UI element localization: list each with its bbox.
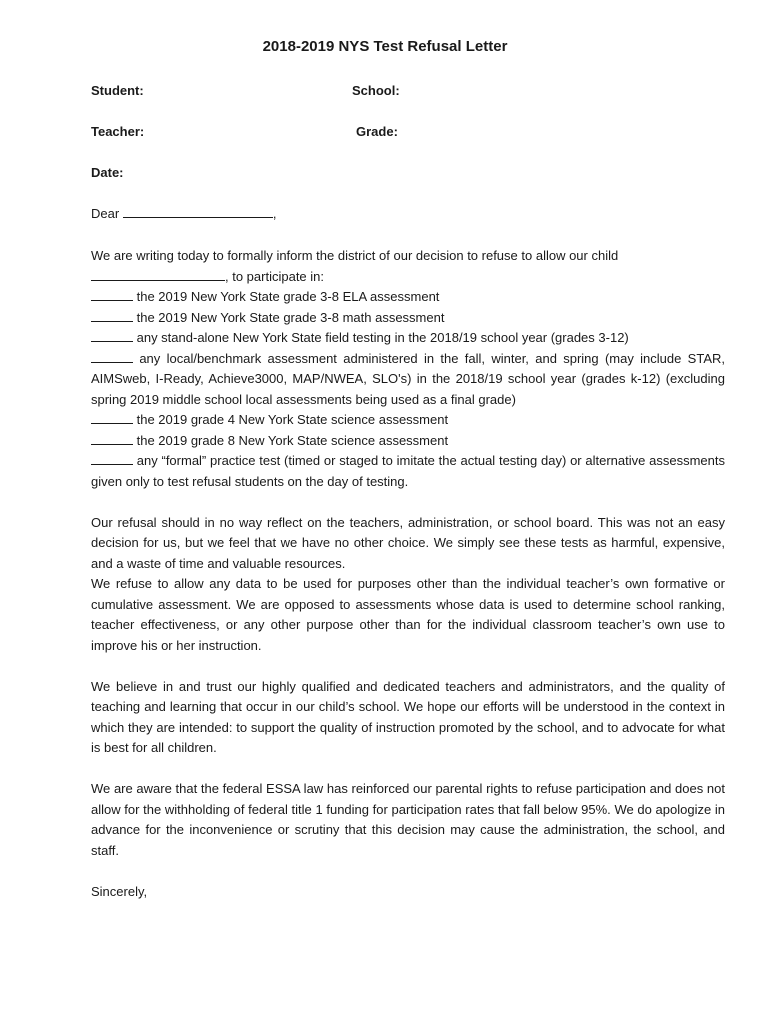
checkbox-blank	[91, 288, 133, 301]
paragraph-refusal: Our refusal should in no way reflect on the teachers, administration, or school board. This was not an easy decision for us, but we feel that we have no other choice. We simply see these tests as harmful, expensive, and a waste of time and valuable resources.	[91, 514, 725, 571]
date-label: Date:	[91, 165, 124, 180]
checkbox-blank	[91, 329, 133, 342]
teacher-label: Teacher:	[91, 124, 145, 139]
paragraph-data-use: We refuse to allow any data to be used for purposes other than the individual teacher’s own formative or cumulative assessment. We are opposed to assessments whose data is used to determine school ranking, teacher effectiveness, or any other purpose other than for the individual classroom teacher’s own use to improve his or her instruction.	[91, 576, 725, 653]
salutation-suffix: ,	[272, 206, 277, 221]
option-item: any “formal” practice test (timed or staged to imitate the actual testing day) or alternative assessments given only to test refusal students on the day of testing.	[91, 453, 725, 489]
intro-line-2: , to participate in:	[91, 267, 725, 288]
option-item: any local/benchmark assessment administered in the fall, winter, and spring (may include STAR, AIMSweb, I-Ready, Achieve3000, MAP/NWEA, SLO's) in the 2018/19 school year (grades k-12) (excluding spring 2019 middle school local assessments being used as a final grade)	[91, 350, 725, 407]
option-item: the 2019 New York State grade 3-8 ELA assessment	[91, 287, 725, 308]
student-label: Student:	[91, 83, 144, 98]
salutation-prefix: Dear	[91, 206, 120, 221]
recipient-blank	[123, 205, 273, 218]
checkbox-blank	[91, 350, 133, 363]
option-item: the 2019 grade 4 New York State science assessment	[91, 410, 725, 431]
letter-body	[91, 246, 725, 902]
school-label: School:	[352, 83, 400, 98]
option-item: the 2019 grade 8 New York State science assessment	[91, 431, 725, 452]
paragraph-essa: We are aware that the federal ESSA law has reinforced our parental rights to refuse participation and does not allow for the withholding of federal title 1 funding for participation rates that fall below 95%. We do apologize in advance for the inconvenience or scrutiny that this decision may cause the administration, the school, and staff.	[91, 781, 725, 858]
option-item: the 2019 New York State grade 3-8 math assessment	[91, 308, 725, 329]
option-item: any stand-alone New York State field testing in the 2018/19 school year (grades 3-12)	[91, 328, 725, 349]
checkbox-blank	[91, 411, 133, 424]
child-name-blank	[91, 268, 225, 281]
checkbox-blank	[91, 309, 133, 322]
closing: Sincerely,	[91, 883, 148, 899]
intro-line: We are writing today to formally inform the district of our decision to refuse to allow our child	[91, 248, 619, 263]
salutation	[91, 204, 725, 225]
checkbox-blank	[91, 452, 133, 465]
paragraph-trust: We believe in and trust our highly qualified and dedicated teachers and administrators, and the quality of teaching and learning that occur in our child’s school. We hope our efforts will be understood in the context in which they are intended: to support the quality of instruction promoted by the school, and to advocate for what is best for all children.	[91, 678, 725, 755]
grade-label: Grade:	[356, 124, 398, 139]
page-title: 2018-2019 NYS Test Refusal Letter	[262, 38, 508, 55]
checkbox-blank	[91, 432, 133, 445]
